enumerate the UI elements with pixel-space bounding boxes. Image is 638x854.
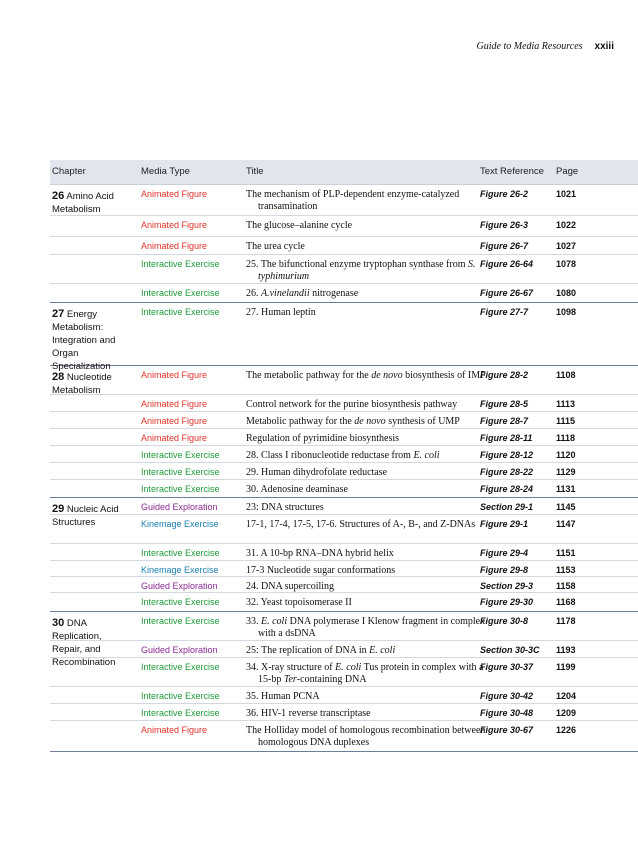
media-type: Interactive Exercise [141, 691, 220, 701]
resource-title: Control network for the purine biosynthesis pathway [246, 399, 458, 410]
resource-title: 26. A.vinelandii nitrogenase [246, 288, 359, 299]
page-folio: xxiii [594, 41, 614, 52]
text-reference: Section 29-1 [480, 502, 534, 512]
chapter-number: 27 [52, 308, 65, 320]
media-type: Interactive Exercise [141, 467, 220, 477]
page-number: 1158 [556, 581, 576, 591]
resource-title: The urea cycle [246, 241, 305, 252]
media-type: Guided Exploration [141, 645, 218, 655]
resource-title: 23: DNA structures [246, 502, 324, 513]
chapter-number: 30 [52, 617, 65, 629]
media-type: Animated Figure [141, 725, 208, 735]
header-text-reference: Text Reference [480, 166, 544, 177]
table-row [50, 215, 638, 236]
table-header [50, 160, 638, 185]
media-type: Interactive Exercise [141, 597, 220, 607]
table-row [50, 703, 638, 720]
resource-title: 32. Yeast topoisomerase II [246, 597, 352, 608]
table-row [50, 236, 638, 254]
media-type: Animated Figure [141, 416, 208, 426]
text-reference: Figure 29-8 [480, 565, 529, 575]
media-type: Animated Figure [141, 399, 208, 409]
resource-title: The glucose–alanine cycle [246, 220, 353, 231]
text-reference: Figure 26-2 [480, 189, 529, 199]
text-reference: Section 30-3C [480, 645, 540, 655]
resource-title: Metabolic pathway for the de novo synthesis of UMP [246, 416, 460, 427]
header-title: Title [246, 166, 264, 177]
resource-title: Regulation of pyrimidine biosynthesis [246, 433, 400, 444]
resource-title: 30. Adenosine deaminase [246, 484, 348, 495]
media-type: Interactive Exercise [141, 450, 220, 460]
header-media-type: Media Type [141, 166, 190, 177]
resource-title: 27. Human leptin [246, 307, 316, 318]
page-number: 1178 [556, 616, 576, 626]
page-number: 1145 [556, 502, 576, 512]
text-reference: Figure 30-42 [480, 691, 534, 701]
table-row [50, 686, 638, 703]
table-row [50, 514, 638, 543]
media-type: Animated Figure [141, 370, 208, 380]
text-reference: Figure 28-22 [480, 467, 534, 477]
page-number: 1151 [556, 548, 576, 558]
text-reference: Figure 29-1 [480, 519, 529, 529]
page-number: 1078 [556, 259, 577, 269]
text-reference: Figure 28-7 [480, 416, 529, 426]
table-row [50, 640, 638, 657]
resource-title: 17-1, 17-4, 17-5, 17-6. Structures of A-, B-, and Z-DNAs [246, 519, 476, 530]
chapter-group [50, 366, 638, 498]
resource-title: 17-3 Nucleotide sugar conformations [246, 565, 396, 576]
media-type: Interactive Exercise [141, 662, 220, 672]
table-row [50, 411, 638, 428]
table-row [50, 462, 638, 479]
text-reference: Figure 28-12 [480, 450, 534, 460]
chapter-group [50, 303, 638, 372]
text-reference: Figure 30-48 [480, 708, 534, 718]
page-number: 1129 [556, 467, 576, 477]
table-row [50, 576, 638, 592]
table-row [50, 303, 638, 365]
media-type: Interactive Exercise [141, 616, 220, 626]
page-number: 1209 [556, 708, 577, 718]
page-number: 1199 [556, 662, 576, 672]
media-type: Interactive Exercise [141, 288, 220, 298]
page-number: 1098 [556, 307, 577, 317]
chapter-name: Energy Metabolism: Integration and Organ Specialization [52, 309, 116, 372]
page-number: 1204 [556, 691, 577, 701]
text-reference: Figure 29-30 [480, 597, 534, 607]
media-type: Interactive Exercise [141, 548, 220, 558]
text-reference: Figure 28-24 [480, 484, 534, 494]
text-reference: Figure 30-8 [480, 616, 529, 626]
table-row [50, 254, 638, 283]
chapter-name: Nucleotide Metabolism [52, 372, 112, 396]
table-row [50, 592, 638, 611]
chapter-name: Nucleic Acid Structures [52, 504, 119, 528]
media-type: Interactive Exercise [141, 307, 220, 317]
text-reference: Figure 30-67 [480, 725, 534, 735]
table-row [50, 394, 638, 411]
chapter-name: Amino Acid Metabolism [52, 191, 114, 215]
media-type: Animated Figure [141, 189, 208, 199]
text-reference: Figure 26-67 [480, 288, 534, 298]
media-type: Guided Exploration [141, 502, 218, 512]
resource-title: 28. Class I ribonucleotide reductase from E. coli [246, 450, 440, 461]
page-number: 1027 [556, 241, 577, 251]
text-reference: Figure 28-11 [480, 433, 533, 443]
text-reference: Figure 28-2 [480, 370, 529, 380]
text-reference: Figure 26-64 [480, 259, 534, 269]
text-reference: Figure 29-4 [480, 548, 529, 558]
text-reference: Figure 26-3 [480, 220, 529, 230]
chapter-group [50, 498, 638, 612]
chapter-number: 26 [52, 190, 65, 202]
text-reference: Figure 27-7 [480, 307, 529, 317]
table-row [50, 612, 638, 640]
table-row [50, 445, 638, 462]
media-type: Animated Figure [141, 433, 208, 443]
table-row [50, 560, 638, 576]
media-type: Interactive Exercise [141, 484, 220, 494]
resource-title: 29. Human dihydrofolate reductase [246, 467, 388, 478]
media-type: Guided Exploration [141, 581, 218, 591]
chapter-number: 29 [52, 503, 65, 515]
resource-title: 25. The bifunctional enzyme tryptophan synthase from S. typhimurium [246, 259, 476, 282]
media-resources-table [50, 160, 638, 752]
resource-title: 25: The replication of DNA in E. coli [246, 645, 396, 656]
table-row [50, 498, 638, 514]
page-number: 1118 [556, 433, 576, 443]
page-number: 1168 [556, 597, 576, 607]
page-number: 1226 [556, 725, 577, 735]
text-reference: Figure 30-37 [480, 662, 534, 672]
text-reference: Figure 26-7 [480, 241, 529, 251]
text-reference: Figure 28-5 [480, 399, 529, 409]
resource-title: 31. A 10-bp RNA–DNA hybrid helix [246, 548, 394, 559]
media-type: Animated Figure [141, 220, 208, 230]
resource-title: The mechanism of PLP-dependent enzyme-catalyzed transamination [246, 189, 460, 212]
page-number: 1080 [556, 288, 577, 298]
table-row [50, 720, 638, 751]
resource-title: The metabolic pathway for the de novo biosynthesis of IMP [246, 370, 486, 381]
page-number: 1022 [556, 220, 577, 230]
chapter-number: 28 [52, 371, 65, 383]
table-row [50, 185, 638, 215]
resource-title: 33. E. coli DNA polymerase I Klenow fragment in complex with a dsDNA [246, 616, 486, 639]
table-row [50, 283, 638, 302]
page-number: 1153 [556, 565, 576, 575]
page-number: 1115 [556, 416, 576, 426]
page-number: 1021 [556, 189, 577, 199]
media-type: Animated Figure [141, 241, 208, 251]
table-row [50, 366, 638, 394]
page-number: 1120 [556, 450, 576, 460]
table-body [50, 185, 638, 752]
resource-title: 36. HIV-1 reverse transcriptase [246, 708, 371, 719]
text-reference: Section 29-3 [480, 581, 534, 591]
header-page: Page [556, 166, 579, 177]
page-number: 1147 [556, 519, 576, 529]
resource-title: 35. Human PCNA [246, 691, 320, 702]
page-number: 1131 [556, 484, 576, 494]
table-row [50, 543, 638, 560]
table-row [50, 428, 638, 445]
resource-title: 34. X-ray structure of E. coli Tus protein in complex with a 15-bp Ter-containing DNA [246, 662, 484, 685]
resource-title: 24. DNA supercoiling [246, 581, 335, 592]
page-number: 1108 [556, 370, 576, 380]
table-row [50, 479, 638, 497]
running-head-title: Guide to Media Resources [476, 41, 583, 52]
media-type: Kinemage Exercise [141, 519, 219, 529]
media-type: Interactive Exercise [141, 708, 220, 718]
page-number: 1193 [556, 645, 576, 655]
media-type: Interactive Exercise [141, 259, 220, 269]
media-type: Kinemage Exercise [141, 565, 219, 575]
page-number: 1113 [556, 399, 576, 409]
chapter-name: DNA Replication, Repair, and Recombination [52, 618, 116, 668]
chapter-group [50, 612, 638, 752]
table-row [50, 657, 638, 686]
running-head [477, 41, 614, 52]
header-chapter: Chapter [52, 166, 86, 177]
resource-title: The Holliday model of homologous recombination between homologous DNA duplexes [246, 725, 486, 748]
chapter-group [50, 185, 638, 303]
